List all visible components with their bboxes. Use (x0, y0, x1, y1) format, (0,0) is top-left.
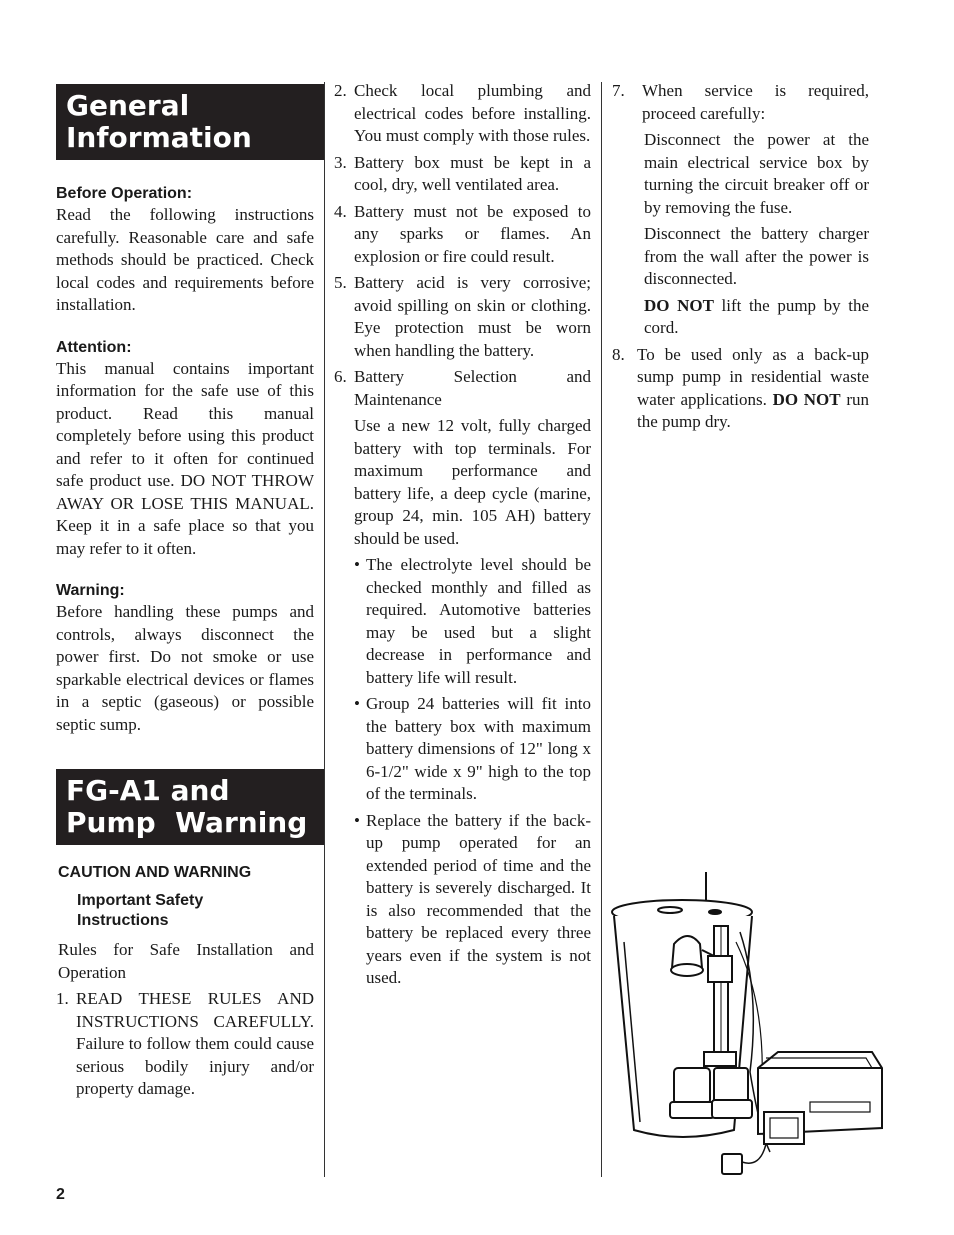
rule-number: 4. (334, 201, 347, 221)
rule-item-1 (56, 988, 314, 1101)
important-safety-heading: Important Safety Instructions (77, 892, 204, 929)
rule-item-3 (334, 152, 591, 197)
bullet-symbol: • (354, 555, 360, 574)
bullet-item (354, 693, 591, 806)
rule-item-2 (334, 80, 591, 148)
bullet-symbol: • (354, 810, 360, 830)
attention-heading: Attention: (56, 338, 132, 356)
rule-text: READ THESE RULES AND INSTRUCTIONS CAREFULLY. Failure to follow them could cause serious bodily injury and/or property damage. (76, 989, 314, 1098)
bullet-item (354, 810, 591, 990)
rule-text: Battery Selection and Maintenance (354, 367, 591, 409)
before-operation-text: Read the following instructions carefully. Reasonable care and safe methods should be practiced. Check local codes and requirements before installation. (56, 205, 314, 314)
rule-item-7 (612, 80, 869, 125)
rule-number: 3. (334, 152, 347, 172)
caution-warning-heading: CAUTION AND WARNING (58, 864, 252, 881)
general-title-line1: General (66, 89, 190, 122)
rule-number: 8. (612, 344, 625, 364)
battery-selection-text: Use a new 12 volt, fully charged battery with top terminals. For maximum performance and battery life, a deep cycle (marine, group 24, min. 105 AH) battery should be used. (354, 416, 591, 548)
fg-a1-pump-warning-banner (56, 769, 324, 845)
bullet-symbol: • (354, 694, 360, 713)
bullet-text: Replace the battery if the back-up pump operated for an extended period of time and the battery is severely discharged. It is also recommended that the battery be replaced every three years even if the system is not used. (366, 810, 591, 987)
fg-title-line1: FG-A1 and (66, 774, 230, 807)
rule-number: 1. (56, 989, 69, 1008)
do-not-emphasis: DO NOT (644, 295, 714, 315)
warning-heading: Warning: (56, 582, 125, 599)
rule-text: Battery acid is very corrosive; avoid spilling on skin or clothing. Eye protection must be worn when handling the battery. (354, 273, 591, 360)
sump-pump-battery-illustration (610, 872, 890, 1177)
service-step-1: Disconnect the power at the main electrical service box by turning the circuit breaker off or by removing the fuse. (644, 130, 869, 217)
rule-text: To be used only as a back-up sump pump in residential waste water applications. (637, 344, 869, 409)
attention-text: This manual contains important information for the safe use of this product. Read this manual completely before using this product and refer to it often for continued safe product use. DO NOT THROW AWAY OR LOSE THIS MANUAL. Keep it in a safe place so that you may refer to it often. (56, 358, 314, 558)
fg-title-line2: Pump Warning (66, 806, 308, 839)
rule-text: Check local plumbing and electrical codes before installing. You must comply with those rules. (354, 81, 591, 145)
general-title-line2: Information (66, 121, 252, 154)
service-step-2: Disconnect the battery charger from the wall after the power is disconnected. (644, 224, 869, 288)
rule-text: Battery must not be exposed to any sparks or flames. An explosion or fire could result. (354, 201, 591, 266)
rule-number: 2. (334, 81, 347, 100)
do-not-emphasis: DO NOT (772, 389, 841, 409)
rules-text: Rules for Safe Installation and Operation (58, 940, 314, 982)
bullet-item (354, 554, 591, 689)
column-divider-2 (601, 82, 602, 1177)
bullet-text: The electrolyte level should be checked monthly and filled as required. Automotive batteries may be used but a slight decrease in performance and battery life will result. (366, 555, 591, 687)
rule-number: 6. (334, 367, 347, 386)
column-1 (56, 84, 314, 1105)
rule-item-6 (334, 366, 591, 411)
rule-text-end: run the pump dry. (637, 389, 869, 431)
rule-item-5 (334, 272, 591, 362)
column-3 (612, 80, 869, 438)
rule-text: When service is required, proceed carefully: (642, 81, 869, 123)
bullet-text: Group 24 batteries will fit into the battery box with maximum battery dimensions of 12" long x 6-1/2" wide x 9" high to the top of the terminals. (366, 694, 591, 803)
rule-item-4 (334, 201, 591, 269)
service-step-3 (644, 295, 869, 340)
warning-text: Before handling these pumps and controls, always disconnect the power first. Do not smoke or use sparkable electrical devices or flames in a septic (gaseous) or possible septic sump. (56, 602, 314, 734)
column-divider-1 (324, 82, 325, 1177)
page-number: 2 (56, 1186, 65, 1203)
rule-text: Battery box must be kept in a cool, dry, well ventilated area. (354, 152, 591, 194)
rule-number: 5. (334, 273, 347, 292)
rule-number: 7. (612, 81, 625, 100)
column-2 (334, 80, 591, 994)
before-operation-heading: Before Operation: (56, 185, 193, 202)
general-information-banner (56, 84, 324, 160)
service-step-3-text: lift the pump by the cord. (644, 295, 869, 337)
rule-item-8 (612, 344, 869, 434)
